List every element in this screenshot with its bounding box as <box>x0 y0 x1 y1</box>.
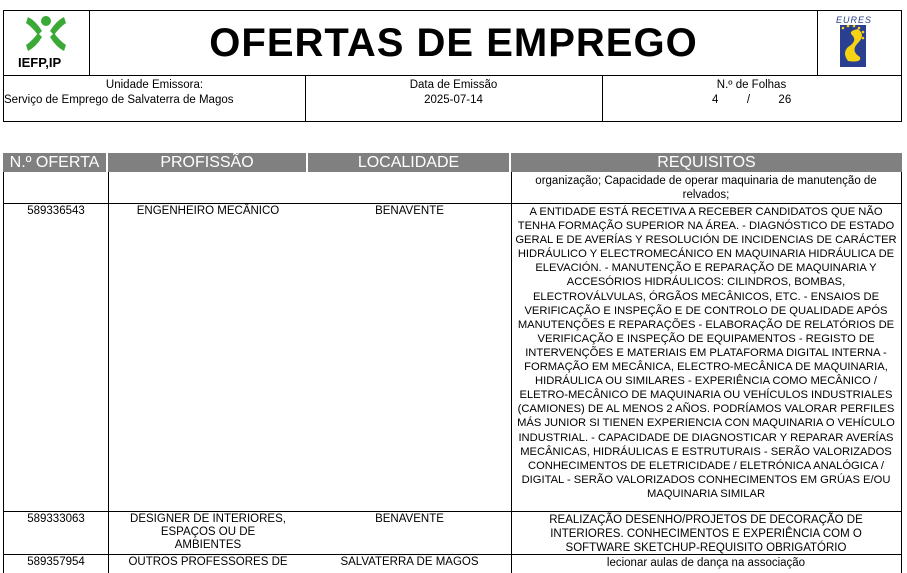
offer-profession: OUTROS PROFESSORES DE <box>128 556 288 568</box>
iefp-x-icon <box>4 11 89 55</box>
offer-number: 589357954 <box>27 556 85 568</box>
offers-table <box>3 172 902 573</box>
eures-emblem-icon <box>818 11 901 75</box>
issue-date-label: Data de Emissão <box>409 79 498 91</box>
offer-locality: SALVATERRA DE MAGOS <box>340 556 479 568</box>
issue-date-value: 2025-07-14 <box>424 94 483 106</box>
page-count <box>602 76 901 121</box>
document-header <box>3 10 902 76</box>
table-row <box>4 554 901 573</box>
eures-logo-text: EURES <box>836 15 873 25</box>
issue-date <box>305 76 603 121</box>
page-total: 26 <box>778 94 792 106</box>
offer-requirements: REALIZAÇÃO DESENHO/PROJETOS DE DECORAÇÃO DE INTERIORES. CONHECIMENTOS E EXPERIÊNCIA COM O SOFTWARE SKETCHUP-REQUISITO OBRIGATÓRIO <box>549 514 863 555</box>
column-header-locality: LOCALIDADE <box>308 153 511 172</box>
offer-number: 589333063 <box>27 513 85 525</box>
offer-profession: ENGENHEIRO MECÂNICO <box>136 205 280 217</box>
page-current: 4 <box>712 94 719 106</box>
page-separator: / <box>746 94 751 106</box>
column-header-requirements: REQUISITOS <box>511 153 902 172</box>
offer-profession: DESIGNER DE INTERIORES, ESPAÇOS OU DE AMBIENTES <box>130 513 286 551</box>
iefp-logo <box>4 11 90 75</box>
column-header-profession: PROFISSÃO <box>108 153 308 172</box>
table-row <box>4 511 901 554</box>
offer-number: 589336543 <box>27 205 85 217</box>
offer-locality <box>308 172 511 174</box>
issuing-unit-value: Serviço de Emprego de Salvaterra de Magos <box>4 94 234 106</box>
table-row <box>4 172 901 203</box>
page-count-label: N.º de Folhas <box>716 79 787 91</box>
page-title: OFERTAS DE EMPREGO <box>209 20 698 65</box>
offer-profession <box>108 172 308 174</box>
issuing-unit-label: Unidade Emissora: <box>105 79 204 91</box>
offer-requirements: lecionar aulas de dança na associação <box>606 557 806 569</box>
eures-logo <box>817 11 901 75</box>
iefp-logo-text: IEFP,IP <box>18 55 62 70</box>
offer-number <box>4 172 108 174</box>
page-count-value <box>712 94 791 106</box>
column-header-offer-number: N.º OFERTA <box>3 153 108 172</box>
document-meta <box>3 76 902 122</box>
offer-requirements: A ENTIDADE ESTÁ RECETIVA A RECEBER CANDIDATOS QUE NÃO TENHA FORMAÇÃO SUPERIOR NA ÁREA. - DIAGNÓSTICO DE ESTADO GERAL E DE AVERÍAS Y RESOLUCIÓN DE INCIDENCIAS DE CARÁCTER HIDRÁULICO Y ELECTROMECÁNICO EN MAQUINARIA HIDRÁULICA DE ELEVACIÓN. - MANUTENÇÃO E REPARAÇÃO DE MAQUINARIA Y ACCESÓRIOS HIDRÁULICOS: CILINDROS, BOMBAS, ELECTROVÁLVULAS, ÓRGÃOS MECÂNICOS, ETC. - ENSAIOS DE VERIFICAÇÃO E INSPEÇÃO E DE CONTROLO DE QUALIDADE APÓS MANUTENÇÕES E REPARAÇÕES - ELABORAÇÃO DE RELATÓRIOS DE VERIFICAÇÃO E INSPEÇÃO DE EQUIPAMENTOS - REGISTO DE INTERVENÇÕES E MATERIAIS EM PLATAFORMA DIGITAL INTERNA - FORMAÇÃO EM MECÂNICA, ELECTRO-MECÂNICA DE MAQUINARIA, HIDRÁULICA OU SIMILARES - EXPERIÊNCIA COMO MECÂNICO / ELETRO-MECÂNICO DE MAQUINARIA OU VEHÍCULOS INDUSTRIALES (CAMIONES) DE AL MENOS 2 AÑOS. PODRÍAMOS VALORAR PERFILES MÁS JUNIOR SI TIENEN EXPERIENCIA CON MAQUINARIA O VEHÍCULO INDUSTRIAL. - CAPACIDADE DE DIAGNOSTICAR Y REPARAR AVERÍAS MECÂNICAS, HIDRÁULICAS E ESTRUTURAIS - SERÃO VALORIZADOS CONHECIMENTOS DE ELETRICIDADE / ELETRÓNICA ANALÓGICA / DIGITAL - SERÃO VALORIZADOS CONHECIMENTOS EM GRÚAS E/OU MAQUINARIA SIMILAR <box>515 206 897 500</box>
table-row <box>4 203 901 511</box>
offer-requirements: organização; Capacidade de operar maquinaria de manutenção de relvados; <box>535 175 877 202</box>
table-header <box>3 153 902 172</box>
offer-locality: BENAVENTE <box>375 205 444 217</box>
issuing-unit <box>4 76 306 121</box>
offer-locality: BENAVENTE <box>375 513 444 525</box>
